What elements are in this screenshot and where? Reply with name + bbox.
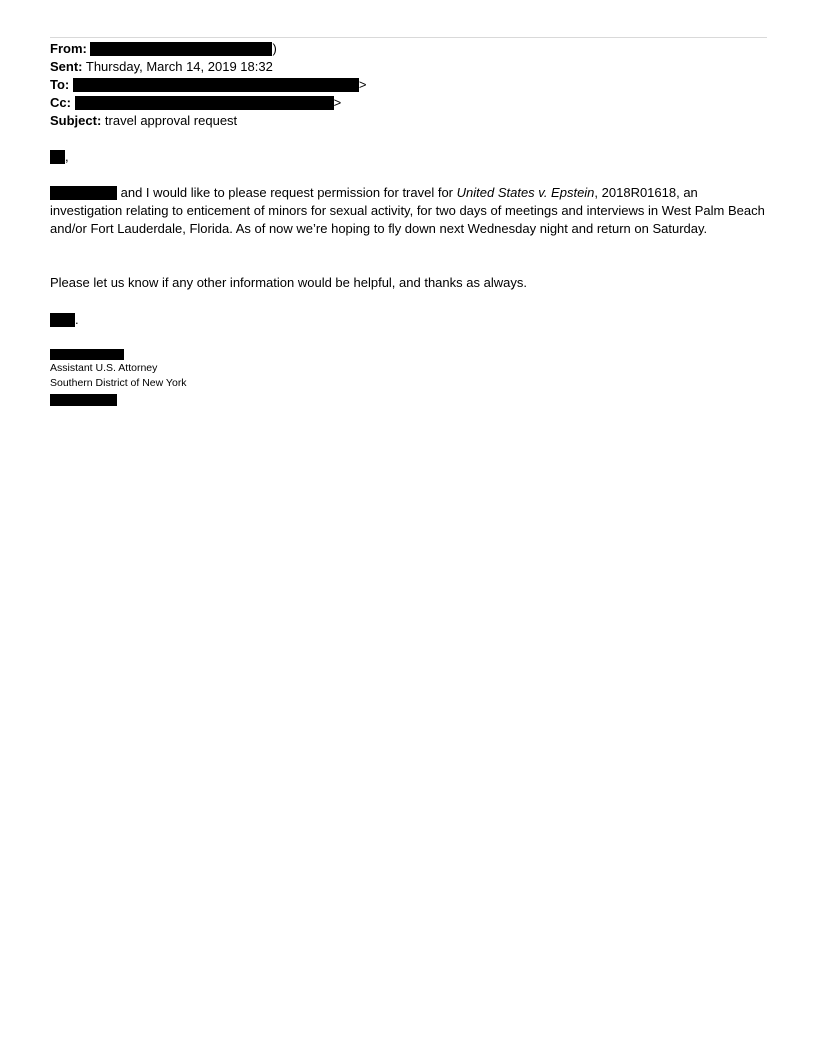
cc-line bbox=[50, 94, 341, 112]
redaction-block bbox=[50, 349, 124, 360]
greeting-suffix: , bbox=[65, 149, 69, 164]
sent-line bbox=[50, 58, 273, 76]
signature-title: Assistant U.S. Attorney bbox=[50, 362, 158, 374]
to-line bbox=[50, 76, 366, 94]
closing-suffix: . bbox=[75, 312, 79, 327]
cc-label: Cc: bbox=[50, 95, 71, 110]
from-label: From: bbox=[50, 41, 87, 56]
to-suffix: > bbox=[358, 77, 367, 92]
redaction-block bbox=[50, 394, 117, 406]
redaction-block bbox=[50, 186, 117, 200]
closing bbox=[50, 311, 770, 329]
redaction-block bbox=[75, 96, 334, 110]
redaction-block bbox=[90, 42, 272, 56]
subject-label: Subject: bbox=[50, 113, 102, 128]
redaction-block bbox=[73, 78, 359, 92]
cc-suffix: > bbox=[333, 95, 342, 110]
paragraph-1-text-end: , 2018R01618, an investigation relating to enticement of minors for sexual activity, for two days of meetings and interviews in West Palm Beach and/or Fort Lauderdale, Florida. As of now we’re hoping to fly down next Wednesday night and return on Saturday. bbox=[50, 185, 765, 236]
paragraph-1-text-start: and I would like to please request permission for travel for bbox=[120, 185, 457, 200]
subject-line bbox=[50, 112, 237, 130]
from-suffix: ) bbox=[272, 41, 277, 56]
case-name: United States v. Epstein bbox=[456, 185, 595, 200]
signature-office: Southern District of New York bbox=[50, 377, 187, 389]
to-label: To: bbox=[50, 77, 70, 92]
paragraph-2-text: Please let us know if any other information would be helpful, and thanks as always. bbox=[50, 275, 527, 290]
body-paragraph-2 bbox=[50, 274, 770, 292]
from-line bbox=[50, 40, 277, 58]
redaction-block bbox=[50, 313, 75, 327]
body-paragraph-1 bbox=[50, 184, 770, 238]
sent-value: Thursday, March 14, 2019 18:32 bbox=[85, 59, 273, 74]
sent-label: Sent: bbox=[50, 59, 83, 74]
greeting bbox=[50, 148, 770, 166]
header-divider bbox=[50, 37, 767, 38]
redaction-block bbox=[50, 150, 65, 164]
subject-value: travel approval request bbox=[104, 113, 238, 128]
